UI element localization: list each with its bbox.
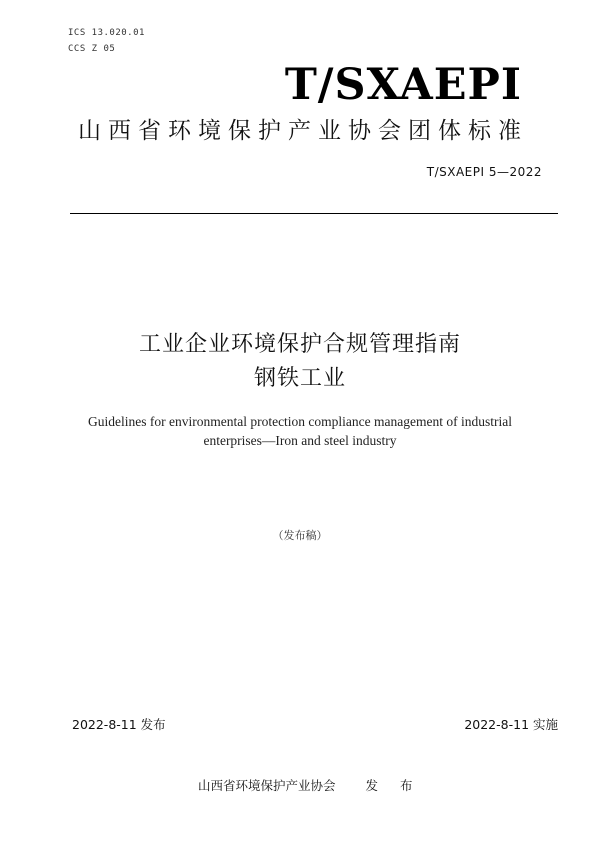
publisher-line xyxy=(198,778,422,794)
standard-number: T/SXAEPI 5—2022 xyxy=(426,165,542,179)
publish-label: 发 布 xyxy=(365,778,422,793)
publisher-name: 山西省环境保护产业协会 xyxy=(198,778,336,793)
implementation-date: 2022-8-11 实施 xyxy=(464,717,558,732)
document-title-english-line2: enterprises—Iron and steel industry xyxy=(203,433,397,448)
document-title-english-line1: Guidelines for environmental protection compliance management of industrial xyxy=(88,414,512,429)
standard-logo-text: T/SXAEPI xyxy=(284,60,522,110)
organization-standard-header: 山西省环境保护产业协会团体标准 xyxy=(78,118,528,144)
document-title-chinese: 工业企业环境保护合规管理指南 xyxy=(138,332,461,357)
ccs-code: CCS Z 05 xyxy=(68,44,116,54)
document-subtitle-chinese: 钢铁工业 xyxy=(253,366,346,391)
ics-code: ICS 13.020.01 xyxy=(68,28,145,38)
header-divider-line xyxy=(70,213,558,214)
draft-status-label: （发布稿） xyxy=(272,529,328,542)
release-date: 2022-8-11 发布 xyxy=(72,717,166,732)
